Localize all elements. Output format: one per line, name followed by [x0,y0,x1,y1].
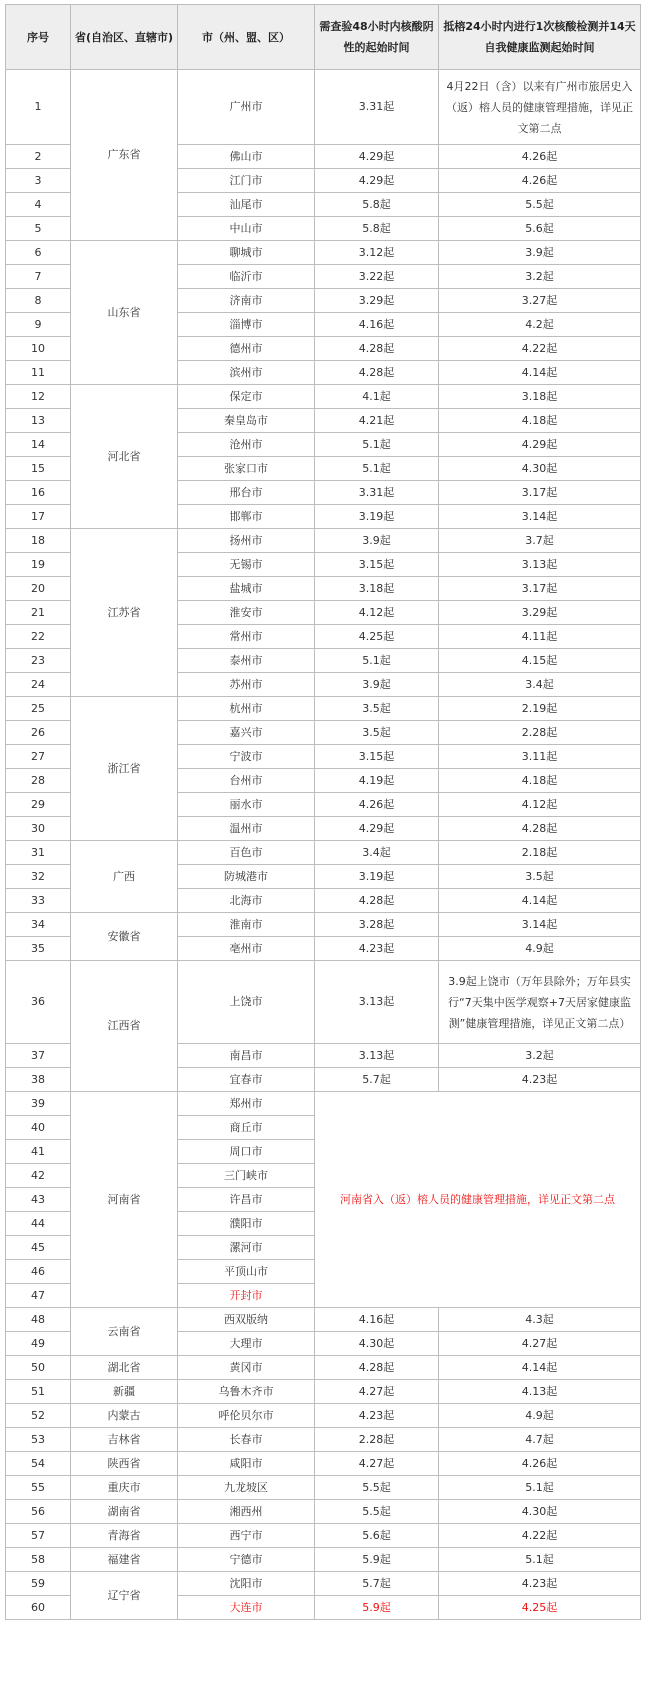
start-48h-cell: 4.16起 [315,1308,439,1332]
province-cell: 陕西省 [71,1452,178,1476]
city-cell: 防城港市 [178,865,315,889]
province-cell: 福建省 [71,1548,178,1572]
start-48h-cell: 4.23起 [315,937,439,961]
start-48h-cell: 5.1起 [315,649,439,673]
start-24h-cell: 3.9起 [439,241,641,265]
city-cell: 长春市 [178,1428,315,1452]
start-24h-cell: 4.26起 [439,1452,641,1476]
table-header [6,5,641,70]
start-24h-cell: 3.29起 [439,601,641,625]
start-24h-cell: 3.11起 [439,745,641,769]
row-index-cell: 18 [6,529,71,553]
row-index-cell: 42 [6,1164,71,1188]
row-index-cell: 34 [6,913,71,937]
city-cell: 淮安市 [178,601,315,625]
city-cell: 咸阳市 [178,1452,315,1476]
city-cell: 聊城市 [178,241,315,265]
henan-note-cell: 河南省入（返）榕人员的健康管理措施，详见正文第二点 [315,1092,641,1308]
city-cell: 南昌市 [178,1044,315,1068]
start-48h-cell: 4.25起 [315,625,439,649]
row-index-cell: 30 [6,817,71,841]
table-row [6,1404,641,1428]
province-cell: 河南省 [71,1092,178,1308]
start-48h-cell: 5.1起 [315,433,439,457]
table-row [6,1092,641,1116]
row-index-cell: 31 [6,841,71,865]
city-cell: 湘西州 [178,1500,315,1524]
start-24h-cell: 2.19起 [439,697,641,721]
start-48h-cell: 3.28起 [315,913,439,937]
city-cell: 嘉兴市 [178,721,315,745]
city-cell: 佛山市 [178,145,315,169]
province-cell: 广西 [71,841,178,913]
row-index-cell: 6 [6,241,71,265]
row-index-cell: 59 [6,1572,71,1596]
province-cell: 江西省 [71,961,178,1092]
start-24h-cell: 2.28起 [439,721,641,745]
start-48h-cell: 5.8起 [315,193,439,217]
start-48h-cell: 3.31起 [315,481,439,505]
row-index-cell: 12 [6,385,71,409]
row-index-cell: 23 [6,649,71,673]
city-cell: 上饶市 [178,961,315,1044]
row-index-cell: 52 [6,1404,71,1428]
start-48h-cell: 4.28起 [315,361,439,385]
city-cell: 泰州市 [178,649,315,673]
row-index-cell: 37 [6,1044,71,1068]
city-cell: 亳州市 [178,937,315,961]
start-48h-cell: 3.9起 [315,529,439,553]
start-48h-cell: 5.7起 [315,1068,439,1092]
start-48h-cell: 4.29起 [315,817,439,841]
start-24h-cell: 4.9起 [439,937,641,961]
start-48h-cell: 3.31起 [315,70,439,145]
start-24h-cell: 4.14起 [439,889,641,913]
table-row [6,241,641,265]
row-index-cell: 27 [6,745,71,769]
province-cell: 云南省 [71,1308,178,1356]
row-index-cell: 22 [6,625,71,649]
start-48h-cell: 3.5起 [315,697,439,721]
start-24h-cell: 3.18起 [439,385,641,409]
city-cell: 漯河市 [178,1236,315,1260]
start-48h-cell: 5.5起 [315,1476,439,1500]
row-index-cell: 29 [6,793,71,817]
start-24h-cell: 4.23起 [439,1572,641,1596]
start-24h-cell: 4.2起 [439,313,641,337]
city-cell: 苏州市 [178,673,315,697]
start-48h-cell: 3.19起 [315,865,439,889]
start-24h-cell: 4.11起 [439,625,641,649]
row-index-cell: 17 [6,505,71,529]
start-48h-cell: 4.28起 [315,1356,439,1380]
province-cell: 重庆市 [71,1476,178,1500]
city-cell: 保定市 [178,385,315,409]
city-cell: 滨州市 [178,361,315,385]
row-index-cell: 51 [6,1380,71,1404]
table-row [6,1452,641,1476]
row-index-cell: 44 [6,1212,71,1236]
start-24h-cell: 4.15起 [439,649,641,673]
start-24h-cell: 5.1起 [439,1548,641,1572]
city-cell: 临沂市 [178,265,315,289]
start-24h-cell: 4.23起 [439,1068,641,1092]
city-cell: 沧州市 [178,433,315,457]
province-cell: 广东省 [71,70,178,241]
row-index-cell: 49 [6,1332,71,1356]
city-cell: 西宁市 [178,1524,315,1548]
start-24h-cell: 3.5起 [439,865,641,889]
row-index-cell: 3 [6,169,71,193]
start-24h-cell: 2.18起 [439,841,641,865]
province-cell: 河北省 [71,385,178,529]
province-cell: 山东省 [71,241,178,385]
city-cell: 盐城市 [178,577,315,601]
start-48h-cell: 4.28起 [315,337,439,361]
row-index-cell: 43 [6,1188,71,1212]
row-index-cell: 16 [6,481,71,505]
header-index: 序号 [6,5,71,70]
row-index-cell: 50 [6,1356,71,1380]
start-24h-cell: 4.18起 [439,769,641,793]
row-index-cell: 14 [6,433,71,457]
province-cell: 江苏省 [71,529,178,697]
start-24h-cell: 3.4起 [439,673,641,697]
start-48h-cell: 3.29起 [315,289,439,313]
start-48h-cell: 3.15起 [315,553,439,577]
row-index-cell: 55 [6,1476,71,1500]
start-24h-cell: 3.17起 [439,481,641,505]
row-index-cell: 47 [6,1284,71,1308]
start-24h-cell: 4.25起 [439,1596,641,1620]
start-24h-cell: 4.22起 [439,1524,641,1548]
start-24h-cell: 4.30起 [439,1500,641,1524]
row-index-cell: 58 [6,1548,71,1572]
start-24h-cell: 4.26起 [439,145,641,169]
start-48h-cell: 3.22起 [315,265,439,289]
table-row [6,961,641,1044]
start-24h-cell: 4.14起 [439,361,641,385]
start-48h-cell: 4.29起 [315,169,439,193]
city-cell: 九龙坡区 [178,1476,315,1500]
province-cell: 湖南省 [71,1500,178,1524]
city-cell: 台州市 [178,769,315,793]
start-48h-cell: 4.26起 [315,793,439,817]
start-24h-cell: 5.5起 [439,193,641,217]
row-index-cell: 4 [6,193,71,217]
province-city-table [5,4,641,1620]
row-index-cell: 10 [6,337,71,361]
start-48h-cell: 5.5起 [315,1500,439,1524]
row-index-cell: 2 [6,145,71,169]
province-cell: 青海省 [71,1524,178,1548]
city-cell: 汕尾市 [178,193,315,217]
start-48h-cell: 2.28起 [315,1428,439,1452]
table-row [6,1380,641,1404]
table-row [6,913,641,937]
start-24h-cell: 4.14起 [439,1356,641,1380]
row-index-cell: 19 [6,553,71,577]
table-body [6,70,641,1620]
start-48h-cell: 5.7起 [315,1572,439,1596]
start-24h-cell: 3.14起 [439,913,641,937]
city-cell: 无锡市 [178,553,315,577]
city-cell: 商丘市 [178,1116,315,1140]
row-index-cell: 53 [6,1428,71,1452]
start-48h-cell: 3.4起 [315,841,439,865]
start-48h-cell: 4.1起 [315,385,439,409]
table-row [6,1500,641,1524]
table-row [6,1308,641,1332]
row-index-cell: 32 [6,865,71,889]
start-48h-cell: 5.1起 [315,457,439,481]
start-24h-cell: 4.9起 [439,1404,641,1428]
row-index-cell: 1 [6,70,71,145]
table-row [6,1356,641,1380]
city-cell: 邯郸市 [178,505,315,529]
row-index-cell: 39 [6,1092,71,1116]
table-row [6,1524,641,1548]
start-48h-cell: 3.12起 [315,241,439,265]
table-row [6,1428,641,1452]
city-cell: 杭州市 [178,697,315,721]
city-cell: 西双版纳 [178,1308,315,1332]
city-cell: 大理市 [178,1332,315,1356]
city-cell: 大连市 [178,1596,315,1620]
row-index-cell: 36 [6,961,71,1044]
row-index-cell: 21 [6,601,71,625]
start-48h-cell: 3.5起 [315,721,439,745]
header-48h-start: 需查验48小时内核酸阴性的起始时间 [315,5,439,70]
header-24h-start: 抵榕24小时内进行1次核酸检测并14天自我健康监测起始时间 [439,5,641,70]
start-24h-cell: 4.3起 [439,1308,641,1332]
start-48h-cell: 5.9起 [315,1548,439,1572]
start-24h-cell: 3.9起上饶市（万年县除外；万年县实行“7天集中医学观察+7天居家健康监测”健康管理措施，详见正文第二点） [439,961,641,1044]
start-24h-cell: 3.2起 [439,1044,641,1068]
start-24h-cell: 3.2起 [439,265,641,289]
province-cell: 浙江省 [71,697,178,841]
province-cell: 吉林省 [71,1428,178,1452]
start-24h-cell: 4.7起 [439,1428,641,1452]
city-cell: 乌鲁木齐市 [178,1380,315,1404]
city-cell: 济南市 [178,289,315,313]
city-cell: 宁波市 [178,745,315,769]
row-index-cell: 33 [6,889,71,913]
city-cell: 秦皇岛市 [178,409,315,433]
start-48h-cell: 4.30起 [315,1332,439,1356]
city-cell: 周口市 [178,1140,315,1164]
city-cell: 温州市 [178,817,315,841]
start-48h-cell: 5.8起 [315,217,439,241]
row-index-cell: 24 [6,673,71,697]
province-cell: 内蒙古 [71,1404,178,1428]
table-row [6,697,641,721]
city-cell: 中山市 [178,217,315,241]
start-24h-cell: 4.27起 [439,1332,641,1356]
city-cell: 宜春市 [178,1068,315,1092]
start-48h-cell: 4.27起 [315,1380,439,1404]
start-24h-cell: 3.17起 [439,577,641,601]
city-cell: 黄冈市 [178,1356,315,1380]
row-index-cell: 7 [6,265,71,289]
row-index-cell: 35 [6,937,71,961]
start-48h-cell: 4.29起 [315,145,439,169]
row-index-cell: 38 [6,1068,71,1092]
row-index-cell: 20 [6,577,71,601]
start-24h-cell: 4.18起 [439,409,641,433]
city-cell: 江门市 [178,169,315,193]
province-cell: 新疆 [71,1380,178,1404]
city-cell: 德州市 [178,337,315,361]
city-cell: 濮阳市 [178,1212,315,1236]
start-24h-cell: 5.1起 [439,1476,641,1500]
row-index-cell: 8 [6,289,71,313]
city-cell: 常州市 [178,625,315,649]
start-24h-cell: 3.13起 [439,553,641,577]
city-cell: 沈阳市 [178,1572,315,1596]
table-row [6,529,641,553]
start-48h-cell: 4.19起 [315,769,439,793]
start-24h-cell: 4月22日（含）以来有广州市旅居史入（返）榕人员的健康管理措施，详见正文第二点 [439,70,641,145]
start-24h-cell: 3.14起 [439,505,641,529]
city-cell: 三门峡市 [178,1164,315,1188]
row-index-cell: 15 [6,457,71,481]
city-cell: 扬州市 [178,529,315,553]
table-row [6,1548,641,1572]
row-index-cell: 25 [6,697,71,721]
table-row [6,1476,641,1500]
start-48h-cell: 4.27起 [315,1452,439,1476]
province-cell: 湖北省 [71,1356,178,1380]
row-index-cell: 60 [6,1596,71,1620]
start-24h-cell: 4.22起 [439,337,641,361]
row-index-cell: 5 [6,217,71,241]
row-index-cell: 48 [6,1308,71,1332]
row-index-cell: 54 [6,1452,71,1476]
start-48h-cell: 4.23起 [315,1404,439,1428]
start-24h-cell: 3.27起 [439,289,641,313]
city-cell: 丽水市 [178,793,315,817]
start-48h-cell: 4.21起 [315,409,439,433]
start-48h-cell: 5.6起 [315,1524,439,1548]
start-48h-cell: 3.19起 [315,505,439,529]
start-24h-cell: 4.30起 [439,457,641,481]
start-24h-cell: 4.12起 [439,793,641,817]
province-cell: 辽宁省 [71,1572,178,1620]
row-index-cell: 28 [6,769,71,793]
city-cell: 宁德市 [178,1548,315,1572]
city-cell: 平顶山市 [178,1260,315,1284]
city-cell: 广州市 [178,70,315,145]
row-index-cell: 26 [6,721,71,745]
city-cell: 开封市 [178,1284,315,1308]
start-48h-cell: 3.13起 [315,1044,439,1068]
row-index-cell: 11 [6,361,71,385]
start-48h-cell: 4.16起 [315,313,439,337]
city-cell: 淄博市 [178,313,315,337]
city-cell: 张家口市 [178,457,315,481]
header-city: 市（州、盟、区） [178,5,315,70]
start-48h-cell: 4.28起 [315,889,439,913]
row-index-cell: 56 [6,1500,71,1524]
city-cell: 许昌市 [178,1188,315,1212]
start-48h-cell: 4.12起 [315,601,439,625]
start-24h-cell: 4.13起 [439,1380,641,1404]
start-48h-cell: 3.15起 [315,745,439,769]
header-province: 省(自治区、直辖市) [71,5,178,70]
province-cell: 安徽省 [71,913,178,961]
city-cell: 北海市 [178,889,315,913]
row-index-cell: 40 [6,1116,71,1140]
start-24h-cell: 5.6起 [439,217,641,241]
start-48h-cell: 5.9起 [315,1596,439,1620]
table-row [6,385,641,409]
row-index-cell: 45 [6,1236,71,1260]
row-index-cell: 41 [6,1140,71,1164]
table-row [6,70,641,145]
table-row [6,841,641,865]
start-24h-cell: 4.28起 [439,817,641,841]
city-cell: 呼伦贝尔市 [178,1404,315,1428]
row-index-cell: 13 [6,409,71,433]
header-row [6,5,641,70]
city-cell: 淮南市 [178,913,315,937]
start-24h-cell: 3.7起 [439,529,641,553]
start-48h-cell: 3.9起 [315,673,439,697]
start-48h-cell: 3.18起 [315,577,439,601]
city-cell: 郑州市 [178,1092,315,1116]
city-cell: 邢台市 [178,481,315,505]
row-index-cell: 57 [6,1524,71,1548]
start-48h-cell: 3.13起 [315,961,439,1044]
city-cell: 百色市 [178,841,315,865]
start-24h-cell: 4.26起 [439,169,641,193]
table-row [6,1572,641,1596]
start-24h-cell: 4.29起 [439,433,641,457]
row-index-cell: 9 [6,313,71,337]
row-index-cell: 46 [6,1260,71,1284]
